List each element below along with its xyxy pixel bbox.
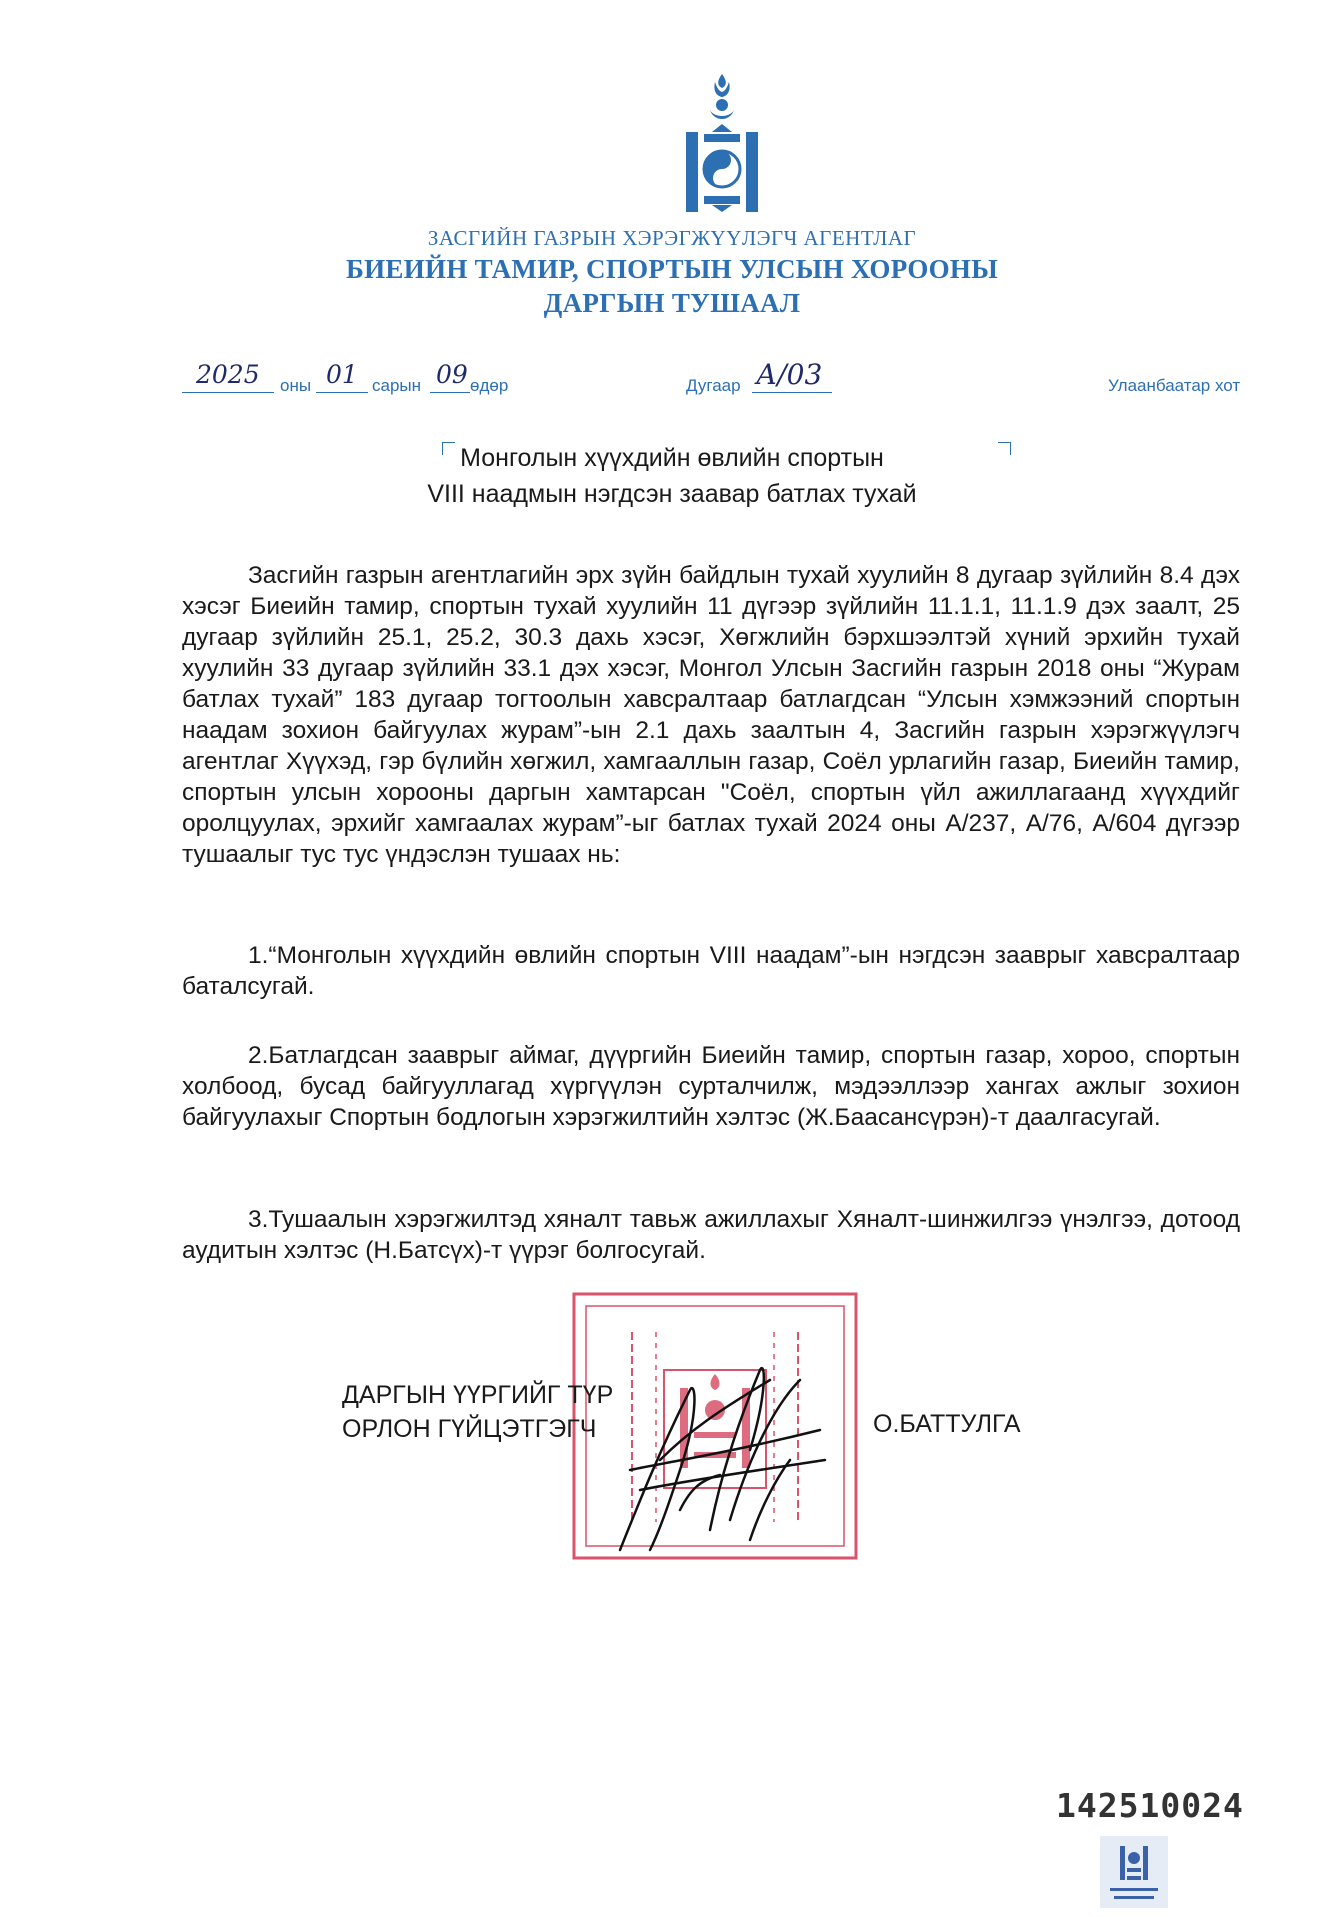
month-label: сарын — [372, 376, 422, 395]
soyombo-emblem-icon — [684, 72, 760, 212]
year-label: оны — [280, 376, 312, 395]
year-value: 2025 — [196, 360, 260, 389]
day-label: өдөр — [470, 376, 509, 395]
paragraph-text: 3.Тушаалын хэрэгжилтэд хяналт тавьж ажиллахыг Хяналт-шинжилгээ үнэлгээ, дотоод аудитын хэлтэс (Н.Батсүх)-т үүрэг болгосугай. — [182, 1206, 1240, 1264]
paragraph-text: 1.“Монголын хүүхдийн өвлийн спортын VIII наадам”-ын нэгдсэн зааврыг хавсралтаар баталсугай. — [182, 942, 1240, 1000]
number-value: А/03 — [756, 358, 823, 391]
day-underline — [430, 392, 470, 393]
number-label: Дугаар — [686, 376, 741, 395]
paragraph-text: 2.Батлагдсан зааврыг аймаг, дүүргийн Биеийн тамир, спортын газар, хороо, спортын холбоод, бусад байгууллагад хүргүүлэн сурталчилж, мэдээллээр хангах ажлыг зохион байгуулахыг Спортын бодлогын хэрэгжилтийн хэлтэс (Ж.Баасансүрэн)-т даалгасугай. — [182, 1042, 1240, 1131]
day-value: 09 — [436, 360, 468, 389]
number-underline — [752, 392, 832, 393]
signer-title — [342, 1378, 613, 1446]
month-underline — [316, 392, 368, 393]
registration-number: 142510024 — [1056, 1786, 1244, 1825]
paragraph-text: Засгийн газрын агентлагийн эрх зүйн байдлын тухай хуулийн 8 дугаар зүйлийн 8.4 дэх хэсэг Биеийн тамир, спортын тухай хуулийн 11 дүгээр зүйлийн 11.1.1, 11.1.9 дэх заалт, 25 дугаар зүйлийн 25.1, 25.2, 30.3 дахь хэсэг, Хөгжлийн бэрхшээлтэй хүний эрхийн тухай хуулийн 33 дугаар зүйлийн 33.1 дэх хэсэг, Монгол Улсын Засгийн газрын 2018 оны “Журам батлах тухай” 183 дугаар тогтоолын хавсралтаар батлагдсан “Улсын хэмжээний спортын наадам зохион байгуулах журам”-ын 2.1 дахь заалтын 4, Засгийн газрын хэрэгжүүлэгч агентлаг Хүүхэд, гэр бүлийн хөгжил, хамгааллын газар, Соёл урлагийн газар, Биеийн тамир, спортын улсын хорооны даргын хамтарсан "Соёл, спортын үйл ажиллагаанд хүүхдийг оролцуулах, эрхийг хамгаалах журам”-ыг батлах тухай 2024 оны А/237, А/76, А/604 дүгээр тушаалыг тус тус үндэслэн тушаах нь: — [182, 562, 1240, 868]
signer-title-line-1: ДАРГЫН ҮҮРГИЙГ ТҮР — [342, 1381, 614, 1409]
organization-title — [0, 252, 1344, 320]
subject-line-2: VIII наадмын нэгдсэн заавар батлах тухай — [427, 480, 917, 508]
subject-title — [0, 440, 1344, 512]
org-line: БИЕИЙН ТАМИР, СПОРТЫН УЛСЫН ХОРООНЫ — [345, 254, 999, 284]
year-underline — [182, 392, 274, 393]
document-type: ДАРГЫН ТУШААЛ — [543, 288, 801, 318]
body-paragraph-1 — [182, 940, 1240, 1002]
place-label: Улаанбаатар хот — [1108, 376, 1241, 395]
body-paragraph-preamble — [182, 560, 1240, 870]
handwritten-signature-icon — [600, 1350, 830, 1560]
body-paragraph-2 — [182, 1040, 1240, 1133]
subject-line-1: Монголын хүүхдийн өвлийн спортын — [460, 444, 884, 472]
month-value: 01 — [326, 360, 358, 389]
signer-title-line-2: ОРЛОН ГҮЙЦЭТГЭГЧ — [342, 1415, 597, 1443]
signer-name: О.БАТТУЛГА — [873, 1410, 1021, 1438]
body-paragraph-3 — [182, 1204, 1240, 1266]
mongolia-government-logo-icon — [1100, 1836, 1168, 1908]
agency-line: ЗАСГИЙН ГАЗРЫН ХЭРЭГЖҮҮЛЭГЧ АГЕНТЛАГ — [427, 226, 917, 250]
